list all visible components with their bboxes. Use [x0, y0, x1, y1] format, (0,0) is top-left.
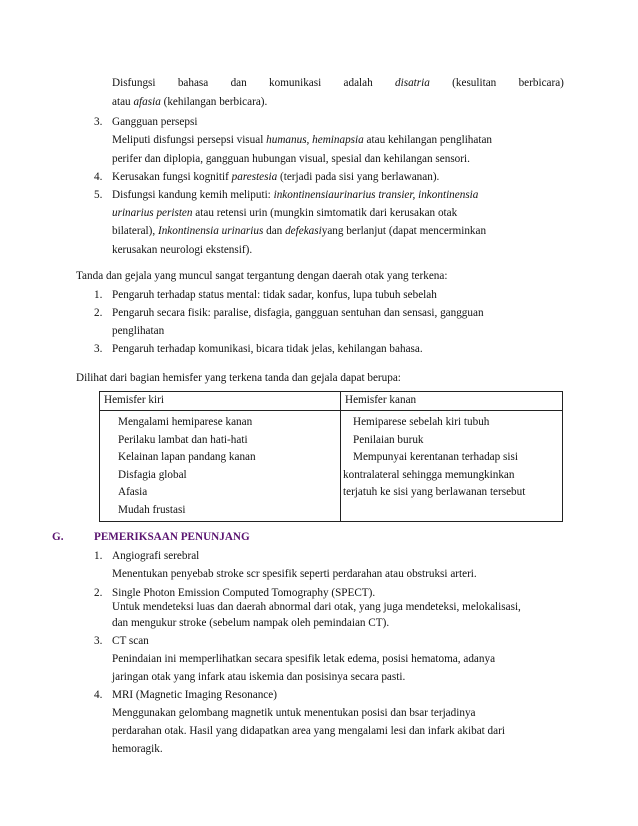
table-row: [100, 411, 563, 522]
disfungsi-bahasa-line1: [112, 76, 564, 90]
word: Disfungsi: [112, 77, 156, 89]
fisik-line1: Pengaruh secara fisik: paralise, disfagia, gangguan sentuhan dan sensasi, gangguan: [112, 307, 484, 319]
spect-line2: dan mengukur stroke (sebelum nampak oleh pemindaian CT).: [112, 617, 390, 629]
num-3-komunikasi: 3.: [94, 343, 103, 355]
num-1-angiografi: 1.: [94, 550, 103, 562]
num-2-fisik: 2.: [94, 307, 103, 319]
komunikasi-line: Pengaruh terhadap komunikasi, bicara tidak jelas, kehilangan bahasa.: [112, 343, 423, 355]
word-italic: disatria: [395, 77, 430, 89]
list-item: terjatuh ke sisi yang berlawanan tersebut: [343, 486, 526, 498]
ctscan-title: CT scan: [112, 635, 149, 647]
mental-line: Pengaruh terhadap status mental: tidak sadar, konfus, lupa tubuh sebelah: [112, 289, 437, 301]
mri-line1: Menggunakan gelombang magnetik untuk menentukan posisi dan bsar terjadinya: [112, 707, 476, 719]
list-item: kontralateral sehingga memungkinkan: [343, 468, 515, 481]
list-item: Hemiparese sebelah kiri tubuh: [353, 416, 490, 428]
list-item: Mempunyai kerentanan terhadap sisi: [353, 451, 518, 463]
list-item: Afasia: [118, 486, 148, 498]
table-header-row: [100, 392, 563, 411]
num-4-kognitif: 4.: [94, 171, 103, 183]
word: dan: [230, 77, 247, 89]
gangguan-persepsi-title: Gangguan persepsi: [112, 116, 198, 128]
mri-title: MRI (Magnetic Imaging Resonance): [112, 689, 277, 701]
header-hemisfer-kanan: Hemisfer kanan: [341, 392, 563, 411]
list-item: Perilaku lambat dan hati-hati: [118, 433, 248, 446]
persepsi-line1: Meliputi disfungsi persepsi visual humanus, heminapsia atau kehilangan penglihatan: [112, 134, 493, 146]
angiografi-line1: Menentukan penyebab stroke scr spesifik seperti perdarahan atau obstruksi arteri.: [112, 568, 477, 580]
list-item: Mengalami hemiparese kanan: [118, 416, 253, 428]
kerusakan-kognitif-line: Kerusakan fungsi kognitif parestesia (terjadi pada sisi yang berlawanan).: [112, 171, 440, 183]
angiografi-title: Angiografi serebral: [112, 550, 200, 562]
ctscan-line2: jaringan otak yang infark atau iskemia dan posisinya secara pasti.: [112, 671, 406, 683]
num-5-kandung: 5.: [94, 189, 103, 201]
persepsi-line2: perifer dan diplopia, gangguan hubungan visual, spesial dan kehilangan sensori.: [112, 153, 470, 165]
num-4-mri: 4.: [94, 689, 103, 701]
disfungsi-bahasa-line2: atau afasia (kehilangan berbicara).: [112, 96, 268, 108]
kandung-line1: Disfungsi kandung kemih meliputi: inkontinensiaurinarius transier, inkontinensia: [112, 189, 479, 201]
word: berbicara): [518, 77, 564, 89]
list-item: Disfagia global: [118, 468, 187, 481]
right-cell: [341, 411, 563, 522]
num-1-mental: 1.: [94, 289, 103, 301]
list-item: Mudah frustasi: [118, 503, 186, 516]
num-3-gangguan: 3.: [94, 116, 103, 128]
section-g-title: PEMERIKSAAN PENUNJANG: [94, 531, 250, 543]
ctscan-line1: Penindaian ini memperlihatkan secara spesifik letak edema, posisi hematoma, adanya: [112, 653, 496, 665]
tanda-gejala-paragraph: Tanda dan gejala yang muncul sangat tergantung dengan daerah otak yang terkena:: [76, 270, 448, 282]
num-3-ctscan: 3.: [94, 635, 103, 647]
left-cell: [100, 411, 341, 522]
kandung-line4: kerusakan neurologi ekstensif).: [112, 244, 253, 256]
hemisfer-table: [99, 391, 563, 522]
section-g-letter: G.: [52, 531, 64, 543]
spect-title: Single Photon Emission Computed Tomography (SPECT).: [112, 587, 376, 599]
word: bahasa: [177, 77, 209, 89]
word: (kesulitan: [452, 77, 497, 89]
num-2-spect: 2.: [94, 587, 103, 599]
header-hemisfer-kiri: Hemisfer kiri: [100, 392, 341, 411]
list-item: Penilaian buruk: [353, 433, 424, 446]
dilihat-paragraph: Dilihat dari bagian hemisfer yang terkena tanda dan gejala dapat berupa:: [76, 372, 401, 384]
list-item: Kelainan lapan pandang kanan: [118, 451, 256, 463]
kandung-line3: bilateral), Inkontinensia urinarius dan defekasiyang berlanjut (dapat mencerminkan: [112, 225, 487, 237]
word: adalah: [343, 77, 373, 89]
spect-line1: Untuk mendeteksi luas dan daerah abnormal dari otak, yang juga mendeteksi, melokalisasi,: [112, 601, 521, 613]
mri-line2: perdarahan otak. Hasil yang didapatkan area yang mengalami lesi dan infark akibat dari: [112, 725, 505, 737]
fisik-line2: penglihatan: [112, 325, 165, 337]
word: komunikasi: [269, 77, 322, 89]
mri-line3: hemoragik.: [112, 743, 163, 755]
kandung-line2: urinarius peristen atau retensi urin (mungkin simtomatik dari kerusakan otak: [112, 207, 458, 219]
